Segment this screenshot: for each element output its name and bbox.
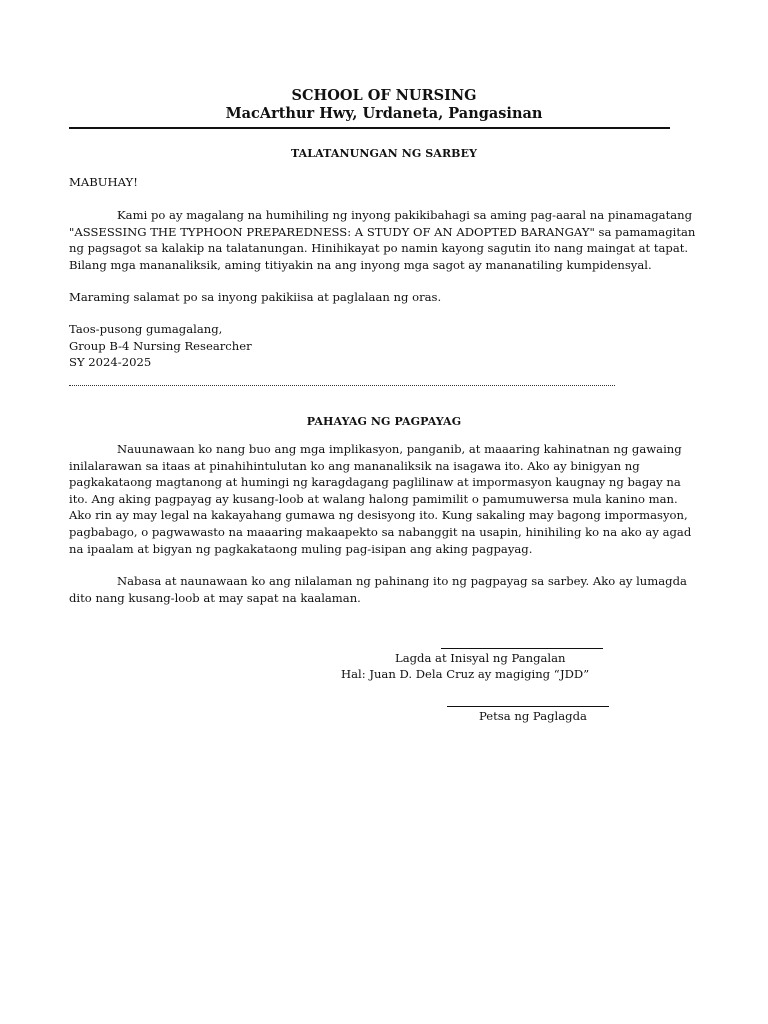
closing-line: Taos-pusong gumagalang, — [69, 322, 223, 336]
acknowledgment-line: Nabasa at naunawaan ko ang nilalaman ng pahinang ito ng pagpayag sa sarbey. Ako ay lumagda — [117, 574, 687, 588]
consent-line: pagkakataong magtanong at humingi ng karagdagang paglilinaw at impormasyon kaugnay ng bagay na — [69, 475, 681, 490]
consent-title: PAHAYAG NG PAGPAYAG — [306, 415, 462, 428]
header-divider — [69, 127, 670, 129]
group-name: Group B-4 Nursing Researcher — [69, 338, 252, 353]
intro-line: "ASSESSING THE TYPHOON PREPAREDNESS: A STUDY OF AN ADOPTED BARANGAY" sa pamamagitan — [69, 224, 696, 239]
acknowledgment-line: dito nang kusang-loob at may sapat na kaalaman. — [69, 590, 361, 605]
consent-line: inilalarawan sa itaas at pinahihintulutan ko ang mananaliksik na isagawa ito. Ako ay binigyan ng — [69, 458, 640, 473]
thanks-line: Maraming salamat po sa inyong pakikiisa at paglalaan ng oras. — [69, 290, 442, 304]
consent-line: pagbabago, o pagwawasto na maaaring makaapekto sa nabanggit na usapin, hinihiling ko na ako ay agad — [69, 525, 692, 539]
signature-label: Lagda at Inisyal ng Pangalan — [395, 651, 566, 665]
school-name: SCHOOL OF NURSING — [291, 87, 477, 104]
consent-line: na ipaalam at bigyan ng pagkakataong muling pag-isipan ang aking pagpayag. — [69, 541, 533, 556]
greeting: MABUHAY! — [69, 175, 138, 189]
intro-line: Bilang mga mananaliksik, aming titiyakin na ang inyong mga sagot ay mananatiling kumpidensyal. — [69, 257, 652, 272]
signature-example: Hal: Juan D. Dela Cruz ay magiging “JDD” — [341, 667, 590, 681]
intro-line: Kami po ay magalang na humihiling ng inyong pakikibahagi sa aming pag-aaral na pinamagatang — [117, 208, 693, 222]
survey-title: TALATANUNGAN NG SARBEY — [290, 147, 478, 160]
signature-line[interactable] — [441, 648, 603, 649]
consent-line: ito. Ang aking pagpayag ay kusang-loob at walang halong pamimilit o pamumuwersa mula kanino man. — [69, 491, 678, 506]
intro-line: ng pagsagot sa kalakip na talatanungan. Hinihikayat po namin kayong sagutin ito nang maingat at tapat. — [69, 241, 689, 256]
school-address: MacArthur Hwy, Urdaneta, Pangasinan — [225, 105, 543, 122]
date-label: Petsa ng Paglagda — [479, 709, 587, 723]
consent-line: Ako rin ay may legal na kakayahang gumawa ng desisyong ito. Kung sakaling may bagong impormasyon, — [69, 508, 688, 523]
school-year: SY 2024-2025 — [69, 355, 152, 370]
consent-line: Nauunawaan ko nang buo ang mga implikasyon, panganib, at maaaring kahinatnan ng gawaing — [117, 442, 682, 456]
date-line[interactable] — [447, 706, 609, 707]
dotted-separator — [69, 385, 615, 386]
